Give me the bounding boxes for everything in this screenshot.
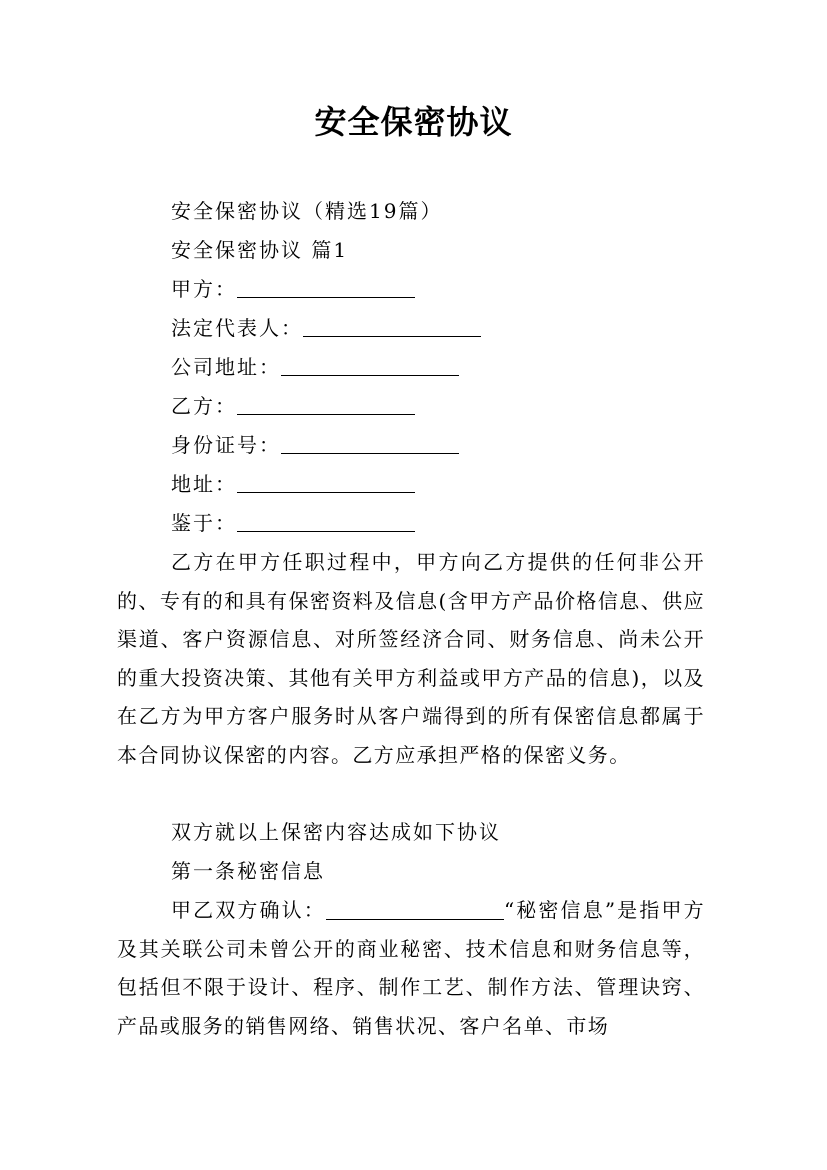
field-label: 地址： bbox=[171, 472, 237, 496]
paragraph-confidential-scope: 乙方在甲方任职过程中，甲方向乙方提供的任何非公开的、专有的和具有保密资料及信息(含甲方产品价格信息、供应渠道、客户资源信息、对所签经济合同、财务信息、尚未公开的重大投资决策、其他有关甲方利益或甲方产品的信息)，以及在乙方为甲方客户服务时从客户端得到的所有保密信息都属于本合同协议保密的内容。乙方应承担严格的保密义务。 bbox=[117, 550, 705, 767]
field-party-a bbox=[171, 275, 415, 303]
document-title: 安全保密协议 bbox=[314, 103, 513, 141]
field-label: 乙方： bbox=[171, 394, 237, 418]
field-id-number bbox=[171, 431, 459, 459]
fill-in-blank bbox=[237, 394, 415, 415]
fill-in-blank bbox=[237, 472, 415, 493]
article-1-lead: 甲乙双方确认： bbox=[171, 898, 326, 922]
fill-in-blank bbox=[237, 511, 415, 532]
section-heading: 安全保密协议 篇1 bbox=[171, 238, 349, 262]
field-label: 公司地址： bbox=[171, 355, 281, 379]
field-company-address bbox=[171, 353, 459, 381]
article-1-title: 第一条秘密信息 bbox=[171, 859, 325, 883]
fill-in-blank bbox=[303, 316, 481, 337]
document-subtitle: 安全保密协议（精选19篇） bbox=[171, 199, 443, 223]
field-party-b bbox=[171, 392, 415, 420]
fill-in-blank bbox=[281, 433, 459, 454]
field-address bbox=[171, 470, 415, 498]
field-label: 法定代表人： bbox=[171, 316, 303, 340]
article-1-paragraph bbox=[117, 891, 705, 1045]
agreement-line: 双方就以上保密内容达成如下协议 bbox=[171, 820, 501, 844]
fill-in-blank bbox=[326, 899, 504, 920]
field-legal-representative bbox=[171, 314, 481, 342]
article-1-body: “秘密信息”是指甲方及其关联公司未曾公开的商业秘密、技术信息和财务信息等，包括但不限于设计、程序、制作工艺、制作方法、管理诀窍、产品或服务的销售网络、销售状况、客户名单、市场 bbox=[117, 898, 705, 1038]
field-label: 甲方： bbox=[171, 277, 237, 301]
field-label: 身份证号： bbox=[171, 433, 281, 457]
field-label: 鉴于： bbox=[171, 511, 237, 535]
fill-in-blank bbox=[281, 355, 459, 376]
fill-in-blank bbox=[237, 277, 415, 298]
field-whereas bbox=[171, 509, 415, 537]
